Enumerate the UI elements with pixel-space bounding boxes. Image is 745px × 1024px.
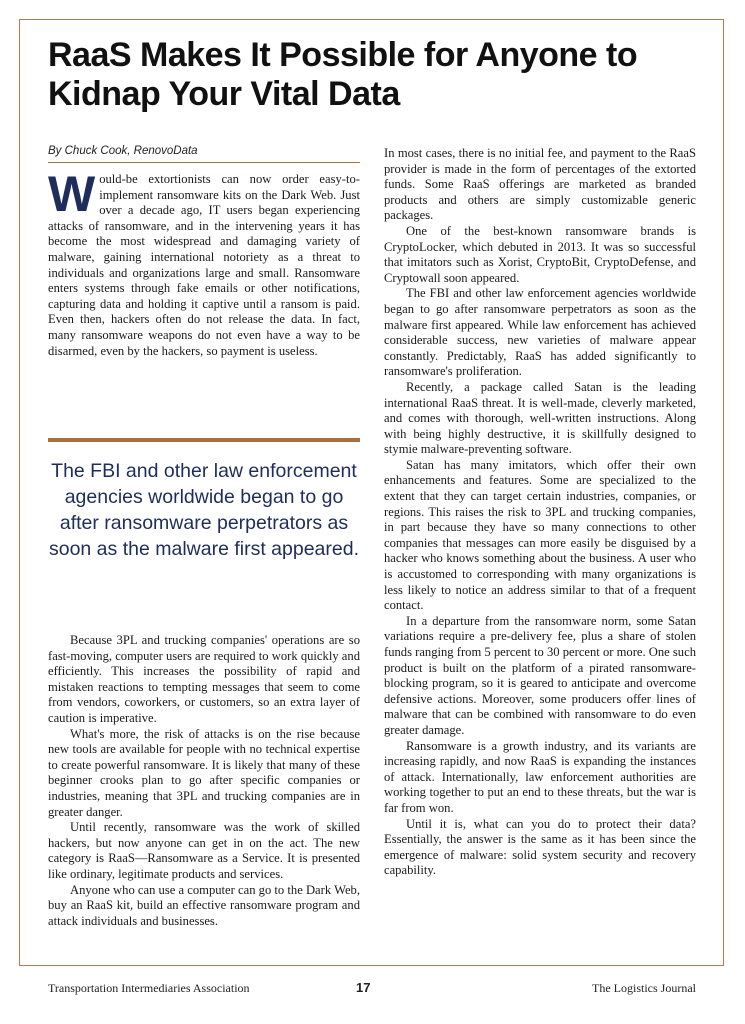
pull-quote-text: The FBI and other law enforcement agencies worldwide began to go after ransomware perpetrators as soon as the malware first appeared. bbox=[48, 460, 359, 560]
body-paragraph: The FBI and other law enforcement agencies worldwide began to go after ransomware perpetrators as soon as the malware first appeared. While law enforcement has achieved considerable success, new varieties of malware appear constantly. Predictably, RaaS has added significantly to ransomware's proliferation. bbox=[384, 286, 696, 379]
article-byline: By Chuck Cook, RenovoData bbox=[48, 145, 360, 163]
article-title: RaaS Makes It Possible for Anyone to Kidnap Your Vital Data bbox=[48, 36, 638, 113]
body-paragraph: What's more, the risk of attacks is on the rise because new tools are available for people with no technical expertise to create powerful ransomware. It is likely that many of these beginner crooks plan to go after specific companies or industries, meaning that 3PL and trucking companies are in greater danger. bbox=[48, 726, 360, 819]
intro-column bbox=[48, 166, 360, 359]
page-number: 17 bbox=[356, 980, 371, 995]
body-paragraph: Ransomware is a growth industry, and its variants are increasing rapidly, and now RaaS is expanding the instances of attack. Internationally, law enforcement authorities are working together to put an end to these threats, but the war is far from won. bbox=[384, 738, 696, 815]
intro-paragraph bbox=[48, 166, 360, 359]
body-paragraph: In most cases, there is no initial fee, and payment to the RaaS provider is made in the form of percentages of the extorted funds. Some RaaS offerings are marketed as branded products and others are simply customizable generic packages. bbox=[384, 146, 696, 223]
body-paragraph: Recently, a package called Satan is the leading international RaaS threat. It is well-made, cleverly marketed, and comes with thorough, well-written instructions. Along with being highly destructive, it is skillfully designed to stymie malware-preventing software. bbox=[384, 379, 696, 457]
drop-cap: W bbox=[48, 166, 96, 222]
body-paragraph: Until it is, what can you do to protect their data? Essentially, the answer is the same as it has been since the emergence of malware: solid system security and recovery capability. bbox=[384, 816, 696, 878]
body-paragraph: In a departure from the ransomware norm, some Satan variations require a pre-delivery fee, plus a share of stolen funds ranging from 5 percent to 30 percent or more. One such product is built on the platform of a pirated ransomware-blocking program, so it is geared to anticipate and overcome defensive actions. Moreover, some producers offer lines of malware that can be combined with ransomware to do even greater damage. bbox=[384, 613, 696, 737]
body-paragraph: Until recently, ransomware was the work of skilled hackers, but now anyone can get in on the act. The new category is RaaS—Ransomware as a Service. It is presented like ordinary, legitimate products and services. bbox=[48, 820, 360, 881]
body-paragraph: Satan has many imitators, which offer their own enhancements and features. Some are specialized to the extent that they can target certain industries, companies, or regions. This raises the risk to 3PL and trucking companies, in part because they have so many connections to other companies that messages can more easily be disguised by a hacker who knows something about the business. A user who is accustomed to corresponding with many organizations is less likely to notice an address similar to that of a frequent contact. bbox=[384, 457, 696, 613]
pull-quote bbox=[48, 438, 360, 562]
footer-journal: The Logistics Journal bbox=[592, 981, 696, 995]
page-footer bbox=[48, 981, 696, 997]
left-column-body bbox=[48, 633, 360, 929]
body-paragraph: Anyone who can use a computer can go to the Dark Web, buy an RaaS kit, build an effective ransomware program and attack individuals and businesses. bbox=[48, 882, 360, 928]
intro-text: ould-be extortionists can now order easy-to-implement ransomware kits on the Dark Web. Just over a decade ago, IT users began experiencing attacks of ransomware, and in the intervening years it has become the most widespread and damaging variety of malware, gaining international notoriety as a threat to individuals and organizations large and small. Ransomware enters systems through fake emails or other notifications, capturing data and holding it captive until a ransom is paid. Even then, hackers often do not release the data. In fact, many ransomware weapons do not even have a way to be disarmed, even by the hackers, so payment is useless. bbox=[48, 172, 360, 358]
right-column-body bbox=[384, 146, 696, 879]
body-paragraph: One of the best-known ransomware brands is CryptoLocker, which debuted in 2013. It was so successful that imitators such as Xorist, CryptoBit, CryptoDefense, and Cryptowall soon appeared. bbox=[384, 223, 696, 285]
footer-publisher: Transportation Intermediaries Association bbox=[48, 981, 250, 995]
body-paragraph: Because 3PL and trucking companies' operations are so fast-moving, computer users are required to work quickly and efficiently. This increases the possibility of rapid and mistaken reactions to tempting messages that seem to come from vendors, coworkers, or customers, so an extra layer of caution is imperative. bbox=[48, 633, 360, 725]
